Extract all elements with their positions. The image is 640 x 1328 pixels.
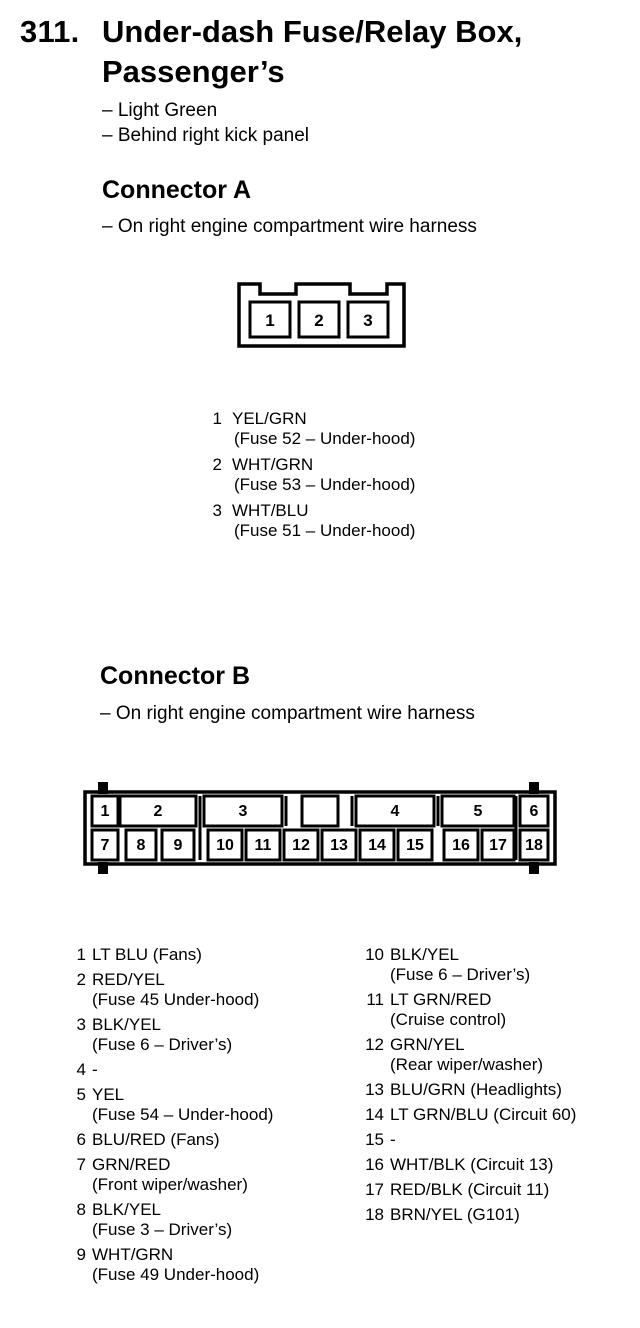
connector-b-cavity-label: 3 [238,803,248,820]
pin-entry: 8 BLK/YEL (Fuse 3 – Driver’s) [76,1200,233,1239]
pin-entry: 13 BLU/GRN (Headlights) [365,1080,562,1099]
pin-entry: 15 - [365,1130,396,1149]
pin-entry: 12 GRN/YEL (Rear wiper/washer) [365,1035,544,1074]
pin-detail: (Fuse 51 – Under-hood) [234,521,416,540]
pin-entry: 17 RED/BLK (Circuit 11) [365,1180,550,1199]
connector-b-pin-list-right [358,945,576,1225]
location-note: – Behind right kick panel [102,125,310,146]
pin-entry: 18 BRN/YEL (G101) [365,1205,520,1224]
pin-entry: 3 BLK/YEL (Fuse 6 – Driver’s) [76,1015,233,1054]
connector-b-cavity-label: 18 [525,837,543,854]
pin-entry: 1 YEL/GRN [212,409,307,428]
pin-entry: 6 BLU/RED (Fans) [76,1130,220,1149]
connector-b-cavity-label: 11 [254,837,272,854]
connector-b-cavity-label: 13 [330,837,348,854]
connector-b-cavity-label: 1 [100,803,110,820]
pin-detail: (Fuse 52 – Under-hood) [234,429,416,448]
connector-a-pin-list [200,409,415,541]
connector-b-cavity-label: 17 [489,837,507,854]
connector-a-diagram [236,280,412,350]
connector-b-cavity-label: 16 [452,837,470,854]
connector-b-cavity-label: 6 [529,803,539,820]
connector-a-cavity-label: 3 [363,311,373,330]
connector-b-note: – On right engine compartment wire harness [100,703,475,724]
connector-a-cavity-label: 2 [314,311,324,330]
pin-entry: 16 WHT/BLK (Circuit 13) [365,1155,554,1174]
pin-detail: (Fuse 53 – Under-hood) [234,475,416,494]
connector-b-cavity-label: 14 [368,837,386,854]
connector-b-diagram [82,778,560,878]
pin-entry: 1 LT BLU (Fans) [76,945,202,964]
pin-entry: 11 LT GRN/RED (Cruise control) [366,990,507,1029]
connector-b-cavity-label: 4 [390,803,400,820]
connector-b-cavity-label: 7 [100,837,110,854]
pin-entry: 5 YEL (Fuse 54 – Under-hood) [76,1085,274,1124]
connector-b-cavity-label: 15 [406,837,424,854]
section-number: 311. [20,14,80,49]
color-note: – Light Green [102,100,218,121]
pin-entry: 2 WHT/GRN [212,455,314,474]
connector-b-cavity-label: 12 [292,837,310,854]
connector-b-cavity-label: 10 [216,837,234,854]
pin-entry: 4 - [76,1060,98,1079]
page-title-line2: Passenger’s [102,54,285,89]
pin-entry: 10 BLK/YEL (Fuse 6 – Driver’s) [365,945,531,984]
pin-entry: 7 GRN/RED (Front wiper/washer) [76,1155,248,1194]
connector-b-cavity-label: 9 [173,837,183,854]
connector-b-cavity-label: 8 [136,837,146,854]
pin-entry: 9 WHT/GRN (Fuse 49 Under-hood) [76,1245,260,1284]
pin-entry: 3 WHT/BLU [212,501,309,520]
connector-b-cavity-label: 2 [153,803,163,820]
connector-a-heading: Connector A [102,176,252,204]
connector-a-cavity-label: 1 [265,311,275,330]
page-title: Under-dash Fuse/Relay Box, [102,14,523,49]
connector-b-heading: Connector B [100,662,250,690]
connector-b-cavity-label: 5 [473,803,483,820]
pin-entry: 14 LT GRN/BLU (Circuit 60) [365,1105,577,1124]
pin-entry: 2 RED/YEL (Fuse 45 Under-hood) [76,970,260,1009]
connector-b-pin-list-left [60,945,273,1285]
connector-a-note: – On right engine compartment wire harness [102,216,477,237]
